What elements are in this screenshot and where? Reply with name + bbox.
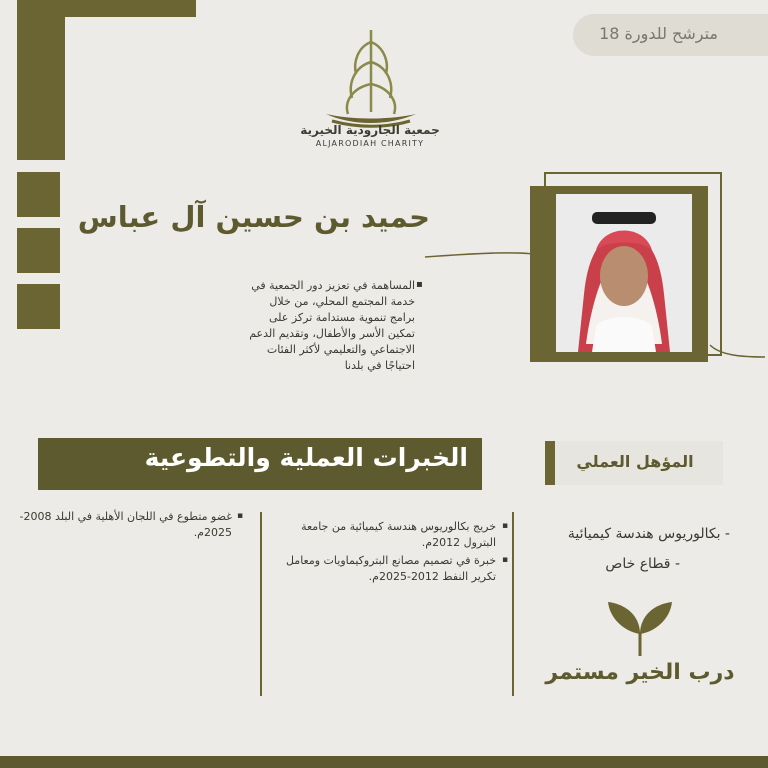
decor-block	[17, 228, 60, 273]
qualification-item: - بكالوريوس هندسة كيميائية	[567, 526, 730, 542]
bullet-icon: ▪	[502, 555, 509, 565]
sprout-icon	[598, 598, 682, 658]
candidate-bio: المساهمة في تعزيز دور الجمعية في خدمة المجتمع المحلي، من خلال برامج تنموية مستدامة تركز على تمكين الأسر والأطفال، وتقديم الدعم الاجتماعي والتعليمي لأكثر الفئات احتياجًا في بلدنا	[249, 279, 415, 372]
candidate-name: حميد بن حسين آل عباس	[77, 200, 430, 234]
qualification-title: المؤهل العملي	[576, 452, 694, 471]
bottom-bar	[0, 756, 768, 768]
logo-arabic-name: جمعية الجارودية الخيرية	[300, 123, 440, 137]
column-divider	[260, 512, 262, 696]
cycle-badge	[573, 14, 768, 56]
decor-block	[17, 172, 60, 217]
qualification-title-accent	[545, 441, 555, 485]
qualification-item: - قطاع خاص	[605, 556, 680, 572]
bullet-icon: ▪	[237, 511, 244, 521]
experience-item: خريج بكالوريوس هندسة كيميائية من جامعة البترول 2012م.	[301, 520, 496, 549]
bullet-icon: ▪	[416, 279, 423, 290]
slogan: درب الخير مستمر	[545, 660, 735, 685]
frame-left-bar	[17, 0, 65, 160]
experience-title: الخبرات العملية والتطوعية	[144, 443, 468, 472]
logo-english-name: ALJARODIAH CHARITY	[315, 139, 425, 148]
experience-item: خبرة في تصميم مصانع البتروكيماويات ومعامل تكرير النفط 2012-2025م.	[285, 554, 496, 583]
bullet-icon: ▪	[502, 521, 509, 531]
column-divider	[512, 512, 514, 696]
decor-block	[17, 284, 60, 329]
connector-line	[420, 245, 768, 365]
experience-item: غضو متطوع في اللجان الأهلية في البلد 2008-2025م.	[19, 510, 232, 539]
cycle-badge-text: مترشح للدورة 18	[599, 24, 718, 43]
